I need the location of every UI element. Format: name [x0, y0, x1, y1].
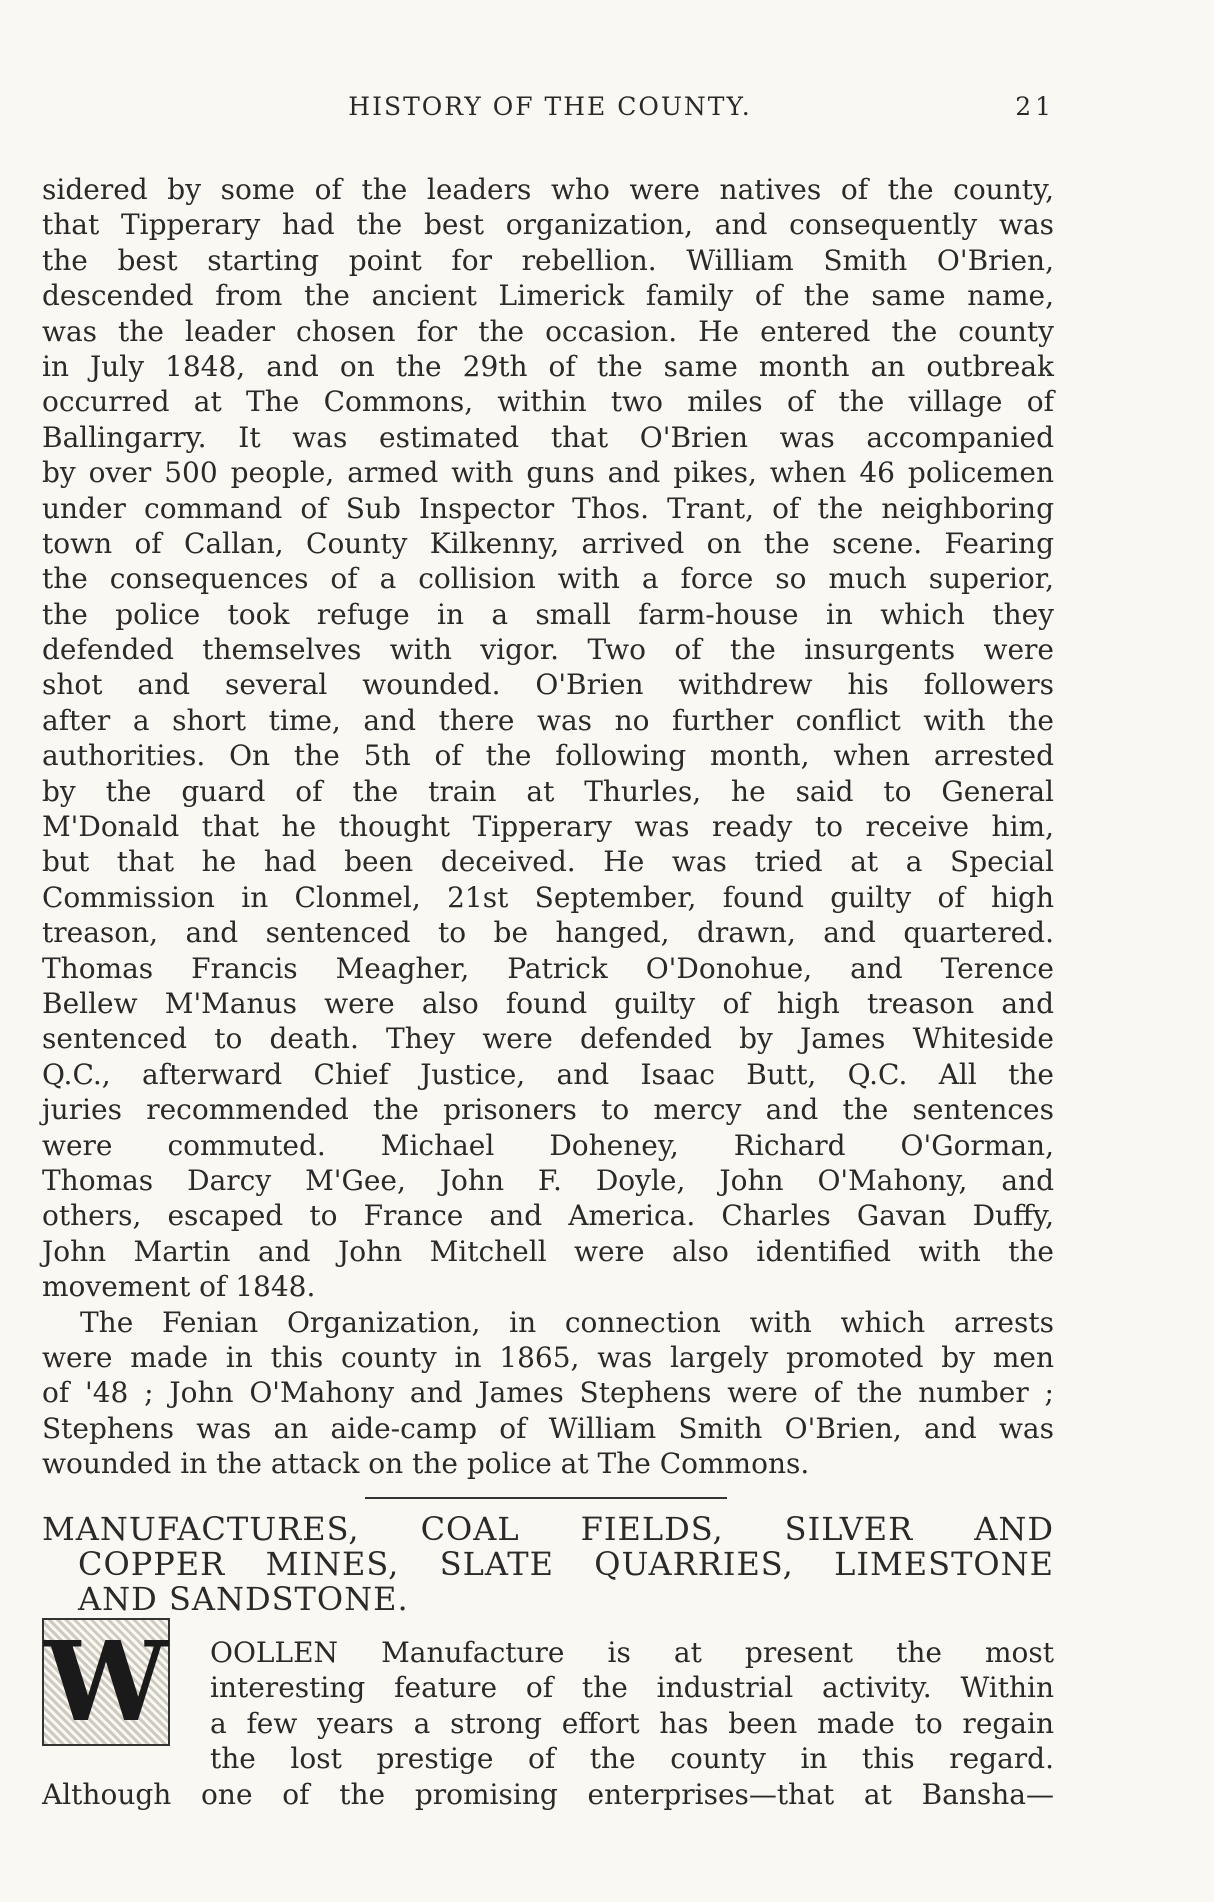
text-line: Bellew M'Manus were also found guilty of high treason and [42, 986, 1054, 1020]
text-line: the police took refuge in a small farm-house in which they [42, 597, 1054, 631]
text-line: town of Callan, County Kilkenny, arrived on the scene. Fearing [42, 526, 1054, 560]
text-line: a few years a strong effort has been made to regain [210, 1706, 1054, 1740]
text-line: Thomas Darcy M'Gee, John F. Doyle, John O'Mahony, and [42, 1163, 1054, 1197]
text-line: the consequences of a collision with a force so much superior, [42, 562, 1054, 596]
page-number: 21 [1015, 92, 1055, 121]
text-line: under command of Sub Inspector Thos. Trant, of the neighboring [42, 491, 1054, 525]
text-line: of '48 ; John O'Mahony and James Stephens were of the number ; [42, 1376, 1054, 1410]
heading-line: COPPER MINES, SLATE QUARRIES, LIMESTONE [78, 1545, 1054, 1583]
text-line: John Martin and John Mitchell were also identified with the [42, 1234, 1054, 1268]
text-line: shot and several wounded. O'Brien withdrew his followers [42, 668, 1054, 702]
text-line: M'Donald that he thought Tipperary was ready to receive him, [42, 810, 1054, 844]
text-line: after a short time, and there was no further conflict with the [42, 703, 1054, 737]
drop-cap-initial [42, 1618, 170, 1746]
text-line: that Tipperary had the best organization, and consequently was [42, 208, 1054, 242]
text-line: movement of 1848. [42, 1270, 316, 1304]
section-divider [365, 1497, 727, 1499]
text-line: Q.C., afterward Chief Justice, and Isaac Butt, Q.C. All the [42, 1057, 1054, 1091]
text-line: by the guard of the train at Thurles, he said to General [42, 774, 1054, 808]
text-line: treason, and sentenced to be hanged, drawn, and quartered. [42, 916, 1054, 950]
text-line: juries recommended the prisoners to mercy and the sentences [42, 1093, 1054, 1127]
text-line: in July 1848, and on the 29th of the same month an outbreak [42, 349, 1054, 383]
text-line: OOLLEN Manufacture is at present the most [210, 1636, 1054, 1669]
heading-line: AND SANDSTONE. [78, 1580, 409, 1618]
text-line: were made in this county in 1865, was largely promoted by men [42, 1340, 1054, 1374]
text-line: by over 500 people, armed with guns and pikes, when 46 policemen [42, 456, 1054, 490]
text-line: Thomas Francis Meagher, Patrick O'Donohue, and Terence [42, 951, 1054, 985]
text-line: was the leader chosen for the occasion. He entered the county [42, 314, 1054, 348]
running-head [45, 92, 1055, 132]
text-line: but that he had been deceived. He was tried at a Special [42, 845, 1054, 879]
text-line: were commuted. Michael Doheney, Richard O'Gorman, [42, 1128, 1054, 1162]
text-line: interesting feature of the industrial activity. Within [210, 1671, 1054, 1705]
woollen-paragraph-continued [42, 1777, 1054, 1812]
text-line: authorities. On the 5th of the following month, when arrested [42, 739, 1054, 773]
main-body-text [42, 172, 1054, 1481]
text-line: the lost prestige of the county in this regard. [210, 1742, 1054, 1776]
running-head-title: HISTORY OF THE COUNTY. [348, 92, 752, 121]
text-line: sentenced to death. They were defended by James Whiteside [42, 1022, 1054, 1056]
text-line: Commission in Clonmel, 21st September, found guilty of high [42, 880, 1054, 914]
text-line: wounded in the attack on the police at The Commons. [42, 1447, 810, 1481]
text-line: Although one of the promising enterprises—that at Bansha— [42, 1778, 1054, 1811]
text-line: others, escaped to France and America. Charles Gavan Duffy, [42, 1199, 1054, 1233]
text-line: Ballingarry. It was estimated that O'Brien was accompanied [42, 420, 1054, 454]
text-line: The Fenian Organization, in connection with which arrests [80, 1305, 1054, 1339]
drop-cap-letter: W [44, 1617, 168, 1746]
text-line: defended themselves with vigor. Two of the insurgents were [42, 633, 1054, 667]
heading-line: MANUFACTURES, COAL FIELDS, SILVER AND [42, 1510, 1054, 1548]
text-line: the best starting point for rebellion. William Smith O'Brien, [42, 243, 1054, 277]
woollen-paragraph [210, 1635, 1054, 1777]
text-line: sidered by some of the leaders who were natives of the county, [42, 173, 1054, 206]
text-line: descended from the ancient Limerick family of the same name, [42, 279, 1054, 313]
section-heading [42, 1512, 1054, 1617]
text-line: Stephens was an aide-camp of William Smith O'Brien, and was [42, 1411, 1054, 1445]
text-line: occurred at The Commons, within two miles of the village of [42, 385, 1054, 419]
